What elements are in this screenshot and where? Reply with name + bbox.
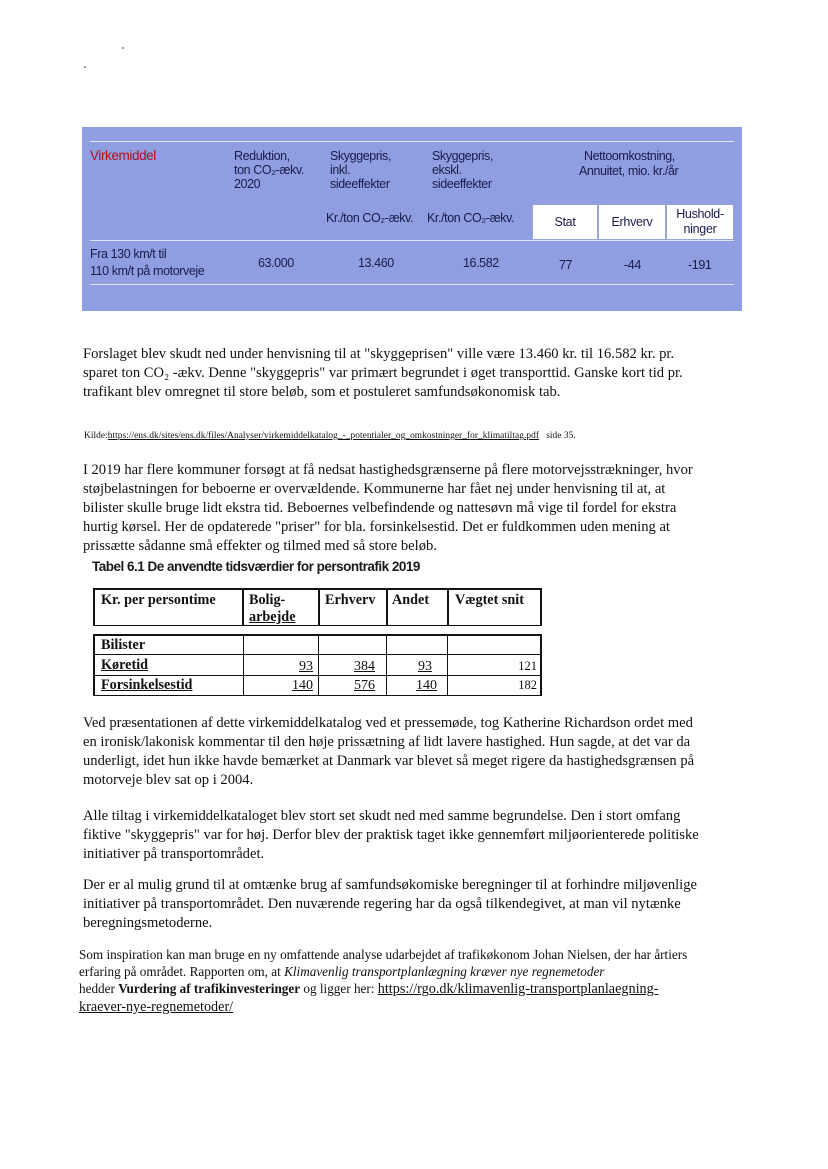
header-skyggepris-inkl-1: Skyggepris,	[330, 149, 391, 163]
header-arbejde: arbejde	[249, 609, 296, 625]
report-link-part-1[interactable]: https://rgo.dk/klimavenlig-transportplanlaegning-	[377, 981, 659, 997]
inspiration-line-4	[79, 998, 233, 1016]
table-border	[540, 634, 542, 696]
table-rule	[90, 284, 734, 285]
section-bilister: Bilister	[101, 637, 146, 653]
paragraph-1-line-3: trafikant blev omregnet til store beløb, som et postuleret samfundsøkonomisk tab.	[83, 384, 561, 400]
row-skyggepris-inkl: 13.460	[358, 256, 394, 270]
row-label-forsinkelsestid: Forsinkelsestid	[101, 677, 193, 693]
table-border	[447, 634, 448, 696]
virkemiddel-table	[82, 127, 742, 311]
header-reduktion-2: ton CO₂-ækv.	[234, 163, 304, 177]
source-line	[84, 431, 576, 441]
paragraph-5-line-3: beregningsmetoderne.	[83, 915, 213, 931]
paragraph-3-line-1: Ved præsentationen af dette virkemiddelkatalog ved et pressemøde, tog Katherine Richardson ordet med	[83, 715, 693, 731]
cell-forsinkelse-snit: 182	[518, 678, 537, 692]
row-label-1: Fra 130 km/t til	[90, 247, 167, 261]
scan-speck	[84, 66, 86, 68]
cell-koeretid-erhverv: 384	[354, 659, 375, 674]
paragraph-2-line-1: I 2019 har flere kommuner forsøgt at få nedsat hastighedsgrænserne på flere motorvejsstrækninger, hvor	[83, 462, 693, 478]
scan-speck	[122, 47, 124, 49]
paragraph-5-line-1: Der er al mulig grund til at omtænke brug af samfundsøkomiske beregninger til at forhindre miljøvenlige	[83, 877, 698, 893]
table-border	[318, 588, 320, 626]
inspiration-line-2-text: erfaring på området. Rapporten om, at	[79, 964, 285, 979]
paragraph-4-line-3: initiativer på transportområdet.	[83, 846, 265, 862]
paragraph-4-line-1: Alle tiltag i virkemiddelkataloget blev stort set skudt ned med samme begrundelse. Den i stort omfang	[83, 808, 681, 824]
report-name: Vurdering af trafikinvesteringer	[118, 981, 301, 996]
inspiration-line-3	[79, 980, 658, 998]
table-border	[93, 695, 542, 696]
table-border	[93, 675, 542, 676]
table-border	[243, 634, 244, 696]
table-caption: Tabel 6.1 De anvendte tidsværdier for persontrafik 2019	[92, 559, 420, 574]
paragraph-1-line-1: Forslaget blev skudt ned under henvisning til at "skyggeprisen" ville være 13.460 kr. til 16.582 kr. pr.	[83, 346, 675, 362]
header-kr-per-persontime: Kr. per persontime	[101, 592, 216, 608]
row-stat: 77	[559, 258, 573, 272]
paragraph-3-line-2: en ironisk/lakonisk kommentar til den høje prissætning af lidt lavere hastighed. Hun sagde, at det var da	[83, 734, 691, 750]
table-border	[540, 588, 542, 626]
cell-koeretid-andet: 93	[418, 659, 432, 674]
paragraph-4-line-2: fiktive "skyggepris" var for høj. Derfor blev der praktisk taget ikke gennemført miljøorienterede politiske	[83, 827, 699, 843]
header-virkemiddel: Virkemiddel	[90, 148, 156, 163]
report-title: Klimavenlig transportplanlægning kræver nye regnemetoder	[284, 964, 605, 979]
table-border	[93, 625, 542, 626]
unit-inkl: Kr./ton CO₂-ækv.	[326, 211, 414, 225]
row-husholdninger: -191	[688, 258, 712, 272]
table-border	[386, 588, 388, 626]
header-husholdninger-2: ninger	[683, 222, 717, 236]
header-husholdninger-1: Hushold-	[676, 207, 724, 221]
source-prefix: Kilde:	[84, 431, 108, 441]
inspiration-line-2	[79, 963, 604, 980]
table-border	[93, 654, 542, 655]
header-skyggepris-inkl-2: inkl.	[330, 163, 351, 177]
header-bolig: Bolig-	[249, 592, 286, 608]
table-border	[386, 634, 387, 696]
cell-forsinkelse-bolig: 140	[292, 678, 313, 693]
paragraph-1-line-2: sparet ton CO₂ -ækv. Denne "skyggepris" var primært begrundet i øget transporttid. Ganske kort tid pr.	[83, 365, 683, 381]
inspiration-line-1: Som inspiration kan man bruge en ny omfattende analyse udarbejdet af trafikøkonom Johan Nielsen, der har årtiers	[79, 947, 688, 962]
cell-forsinkelse-andet: 140	[416, 678, 437, 693]
paragraph-2-line-5: prissætte sådanne små effekter og tilmed med så store beløb.	[83, 538, 437, 554]
header-skyggepris-inkl-3: sideeffekter	[330, 177, 390, 191]
paragraph-3-line-4: motorveje blev sat op i 2004.	[83, 772, 254, 788]
source-link[interactable]: https://ens.dk/sites/ens.dk/files/Analyser/virkemiddelkatalog_-_potentialer_og_omkostninger_for_klimatiltag.pdf	[107, 431, 539, 441]
header-stat: Stat	[532, 204, 598, 240]
table-border	[93, 634, 95, 696]
row-reduktion: 63.000	[258, 256, 294, 270]
header-vaegtet-snit: Vægtet snit	[455, 592, 524, 608]
paragraph-5-line-2: initiativer på transportområdet. Den nuværende regering har da også tilkendegivet, at man vil nytænke	[83, 896, 681, 912]
row-label-2: 110 km/t på motorveje	[90, 264, 205, 278]
paragraph-2-line-4: hurtig kørsel. Her de opdaterede "priser" for bla. forsinkelsestid. Det er fuldkommen uden mening at	[83, 519, 670, 535]
inspiration-ligger-her: og ligger her:	[300, 981, 378, 996]
paragraph-2-line-2: støjbelastningen for beboerne er overvældende. Kommunerne har fået nej under henvisning til at, at	[83, 481, 666, 497]
cell-forsinkelse-erhverv: 576	[354, 678, 375, 693]
table-rule	[90, 141, 734, 142]
inspiration-hedder: hedder	[79, 981, 119, 996]
header-erhverv: Erhverv	[598, 204, 666, 240]
cell-koeretid-bolig: 93	[299, 659, 313, 674]
row-erhverv: -44	[624, 258, 641, 272]
table-border	[242, 588, 244, 626]
header-nettoomkostning-1: Nettoomkostning,	[584, 149, 675, 163]
header-erhverv: Erhverv	[325, 592, 376, 608]
cell-koeretid-snit: 121	[518, 659, 537, 673]
report-link-part-2[interactable]: kraever-nye-regnemetoder/	[79, 999, 234, 1015]
header-husholdninger	[666, 204, 734, 240]
paragraph-3-line-3: underligt, idet hun ikke havde bemærket at Danmark var blevet så meget rigere da hastighedsgrænsen på	[83, 753, 695, 769]
table-border	[318, 634, 319, 696]
header-reduktion-1: Reduktion,	[234, 149, 290, 163]
paragraph-2-line-3: bilister skulle bruge lidt ekstra tid. Beboernes velbefindende og nattesøvn må vige til fordel for ekstra	[83, 500, 677, 516]
header-andet: Andet	[392, 592, 430, 608]
unit-ekskl: Kr./ton CO₂-ækv.	[427, 211, 515, 225]
row-label-koeretid: Køretid	[101, 657, 149, 673]
header-skyggepris-ekskl-2: ekskl.	[432, 163, 462, 177]
table-border	[93, 588, 95, 626]
header-skyggepris-ekskl-1: Skyggepris,	[432, 149, 493, 163]
row-skyggepris-ekskl: 16.582	[463, 256, 499, 270]
source-suffix: side 35.	[546, 431, 576, 441]
table-border	[447, 588, 449, 626]
header-nettoomkostning-2: Annuitet, mio. kr./år	[579, 164, 679, 178]
table-rule	[90, 240, 734, 241]
header-skyggepris-ekskl-3: sideeffekter	[432, 177, 492, 191]
header-reduktion-3: 2020	[234, 177, 261, 191]
